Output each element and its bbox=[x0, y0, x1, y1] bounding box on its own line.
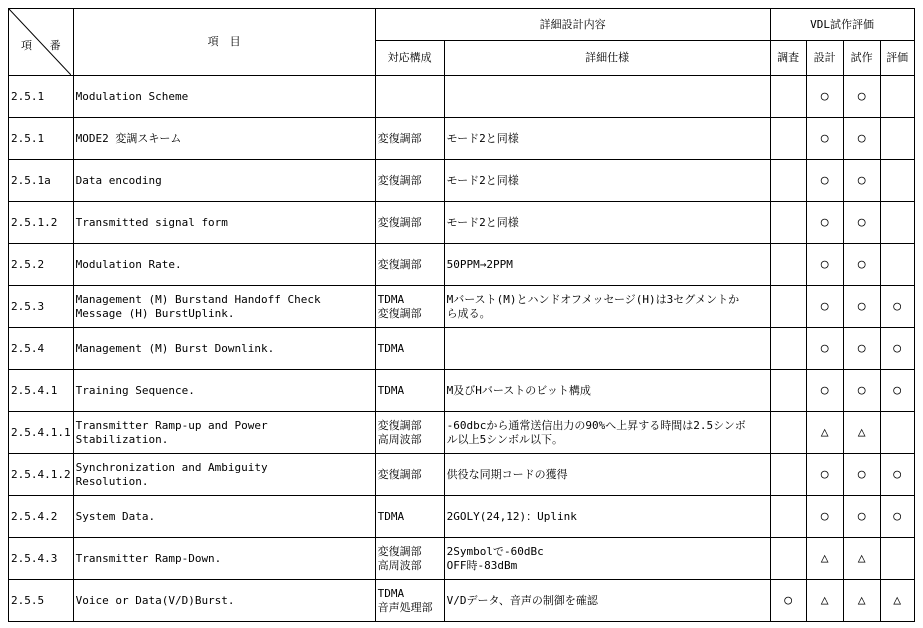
item-name-cell: System Data. bbox=[73, 496, 375, 538]
survey-mark bbox=[770, 286, 806, 328]
item-name-cell: Synchronization and Ambiguity Resolution. bbox=[73, 454, 375, 496]
spec-cell bbox=[444, 76, 770, 118]
item-name-cell: Transmitted signal form bbox=[73, 202, 375, 244]
prototype-mark: ○ bbox=[843, 454, 880, 496]
item-name-cell: Voice or Data(V/D)Burst. bbox=[73, 580, 375, 622]
design-mark: ○ bbox=[806, 76, 843, 118]
evaluation-mark: ○ bbox=[880, 454, 914, 496]
survey-mark bbox=[770, 370, 806, 412]
item-name-cell: Management (M) Burst Downlink. bbox=[73, 328, 375, 370]
survey-mark bbox=[770, 538, 806, 580]
prototype-mark: △ bbox=[843, 538, 880, 580]
item-name-cell: Transmitter Ramp-Down. bbox=[73, 538, 375, 580]
table-row bbox=[9, 412, 915, 454]
table-row bbox=[9, 454, 915, 496]
detail-design-group-header: 詳細設計内容 bbox=[375, 9, 770, 41]
item-name-cell: Management (M) Burstand Handoff Check Message (H) BurstUplink. bbox=[73, 286, 375, 328]
survey-mark bbox=[770, 202, 806, 244]
survey-mark: ○ bbox=[770, 580, 806, 622]
evaluation-mark bbox=[880, 160, 914, 202]
evaluation-mark: ○ bbox=[880, 286, 914, 328]
item-number-cell: 2.5.1a bbox=[9, 160, 74, 202]
structure-cell: 変復調部 高周波部 bbox=[375, 412, 444, 454]
structure-cell: 変復調部 bbox=[375, 202, 444, 244]
spec-cell: -60dbcから通常送信出力の90%へ上昇する時間は2.5シンボ ル以上5シンボル以下。 bbox=[444, 412, 770, 454]
item-name-cell: Data encoding bbox=[73, 160, 375, 202]
table-row bbox=[9, 244, 915, 286]
table-row bbox=[9, 202, 915, 244]
design-mark: △ bbox=[806, 412, 843, 454]
spec-cell: M及びHバーストのビット構成 bbox=[444, 370, 770, 412]
survey-mark bbox=[770, 496, 806, 538]
design-mark: ○ bbox=[806, 286, 843, 328]
prototype-mark: △ bbox=[843, 580, 880, 622]
survey-mark bbox=[770, 76, 806, 118]
spec-header: 詳細仕様 bbox=[444, 41, 770, 76]
spec-cell: モード2と同様 bbox=[444, 118, 770, 160]
design-mark: ○ bbox=[806, 496, 843, 538]
spec-cell: モード2と同様 bbox=[444, 202, 770, 244]
table-row bbox=[9, 118, 915, 160]
prototype-header: 試作 bbox=[843, 41, 880, 76]
evaluation-header: 評価 bbox=[880, 41, 914, 76]
table-row bbox=[9, 370, 915, 412]
structure-header: 対応構成 bbox=[375, 41, 444, 76]
design-mark: ○ bbox=[806, 454, 843, 496]
structure-cell: TDMA 音声処理部 bbox=[375, 580, 444, 622]
item-name-cell: Modulation Rate. bbox=[73, 244, 375, 286]
item-number-cell: 2.5.4.1.2 bbox=[9, 454, 74, 496]
item-header: 項 目 bbox=[73, 9, 375, 76]
item-number-label: 項 番 bbox=[21, 39, 67, 52]
prototype-mark: ○ bbox=[843, 160, 880, 202]
evaluation-mark: ○ bbox=[880, 370, 914, 412]
prototype-mark: ○ bbox=[843, 202, 880, 244]
prototype-mark: △ bbox=[843, 412, 880, 454]
structure-cell: 変復調部 高周波部 bbox=[375, 538, 444, 580]
prototype-mark: ○ bbox=[843, 244, 880, 286]
item-number-cell: 2.5.4.1 bbox=[9, 370, 74, 412]
spec-cell: 50PPM→2PPM bbox=[444, 244, 770, 286]
survey-mark bbox=[770, 454, 806, 496]
structure-cell: 変復調部 bbox=[375, 454, 444, 496]
survey-mark bbox=[770, 328, 806, 370]
spec-cell: 2Symbolで-60dBc OFF時-83dBm bbox=[444, 538, 770, 580]
item-number-cell: 2.5.4.2 bbox=[9, 496, 74, 538]
spec-cell: 2GOLY(24,12)：Uplink bbox=[444, 496, 770, 538]
evaluation-mark: ○ bbox=[880, 328, 914, 370]
design-mark: ○ bbox=[806, 202, 843, 244]
design-mark: △ bbox=[806, 538, 843, 580]
prototype-mark: ○ bbox=[843, 286, 880, 328]
item-name-cell: Transmitter Ramp-up and Power Stabilization. bbox=[73, 412, 375, 454]
design-mark: ○ bbox=[806, 118, 843, 160]
spec-cell: V/Dデータ、音声の制御を確認 bbox=[444, 580, 770, 622]
prototype-mark: ○ bbox=[843, 370, 880, 412]
survey-mark bbox=[770, 412, 806, 454]
structure-cell: 変復調部 bbox=[375, 160, 444, 202]
spec-cell bbox=[444, 328, 770, 370]
table-row bbox=[9, 286, 915, 328]
survey-mark bbox=[770, 244, 806, 286]
prototype-mark: ○ bbox=[843, 76, 880, 118]
evaluation-mark: △ bbox=[880, 580, 914, 622]
spec-cell: モード2と同様 bbox=[444, 160, 770, 202]
design-header: 設計 bbox=[806, 41, 843, 76]
item-number-cell: 2.5.5 bbox=[9, 580, 74, 622]
table-row bbox=[9, 538, 915, 580]
item-number-cell: 2.5.4 bbox=[9, 328, 74, 370]
survey-mark bbox=[770, 160, 806, 202]
item-number-cell: 2.5.4.3 bbox=[9, 538, 74, 580]
table-row bbox=[9, 160, 915, 202]
design-mark: ○ bbox=[806, 370, 843, 412]
spec-cell: 供役な同期コードの獲得 bbox=[444, 454, 770, 496]
design-mark: △ bbox=[806, 580, 843, 622]
table-row bbox=[9, 328, 915, 370]
item-number-cell: 2.5.2 bbox=[9, 244, 74, 286]
design-mark: ○ bbox=[806, 244, 843, 286]
evaluation-mark: ○ bbox=[880, 496, 914, 538]
evaluation-table bbox=[8, 8, 915, 622]
design-mark: ○ bbox=[806, 328, 843, 370]
evaluation-mark bbox=[880, 118, 914, 160]
item-number-cell: 2.5.1 bbox=[9, 118, 74, 160]
evaluation-mark bbox=[880, 76, 914, 118]
item-name-cell: MODE2 変調スキーム bbox=[73, 118, 375, 160]
evaluation-mark bbox=[880, 202, 914, 244]
table-body bbox=[9, 76, 915, 622]
item-name-cell: Training Sequence. bbox=[73, 370, 375, 412]
evaluation-mark bbox=[880, 412, 914, 454]
prototype-mark: ○ bbox=[843, 328, 880, 370]
table-row bbox=[9, 76, 915, 118]
item-number-cell: 2.5.1 bbox=[9, 76, 74, 118]
item-number-cell: 2.5.1.2 bbox=[9, 202, 74, 244]
structure-cell: TDMA bbox=[375, 370, 444, 412]
survey-mark bbox=[770, 118, 806, 160]
structure-cell: 変復調部 bbox=[375, 244, 444, 286]
spec-cell: Mバースト(M)とハンドオフメッセージ(H)は3セグメントか ら成る。 bbox=[444, 286, 770, 328]
design-mark: ○ bbox=[806, 160, 843, 202]
item-number-cell: 2.5.4.1.1 bbox=[9, 412, 74, 454]
survey-header: 調査 bbox=[770, 41, 806, 76]
structure-cell bbox=[375, 76, 444, 118]
prototype-mark: ○ bbox=[843, 496, 880, 538]
item-name-cell: Modulation Scheme bbox=[73, 76, 375, 118]
structure-cell: TDMA 変復調部 bbox=[375, 286, 444, 328]
item-number-cell: 2.5.3 bbox=[9, 286, 74, 328]
item-number-header bbox=[9, 9, 74, 76]
vdl-evaluation-group-header: VDL試作評価 bbox=[770, 9, 914, 41]
structure-cell: TDMA bbox=[375, 328, 444, 370]
table-row bbox=[9, 580, 915, 622]
structure-cell: TDMA bbox=[375, 496, 444, 538]
spec-table-container bbox=[8, 8, 915, 622]
structure-cell: 変復調部 bbox=[375, 118, 444, 160]
evaluation-mark bbox=[880, 538, 914, 580]
table-row bbox=[9, 496, 915, 538]
evaluation-mark bbox=[880, 244, 914, 286]
prototype-mark: ○ bbox=[843, 118, 880, 160]
